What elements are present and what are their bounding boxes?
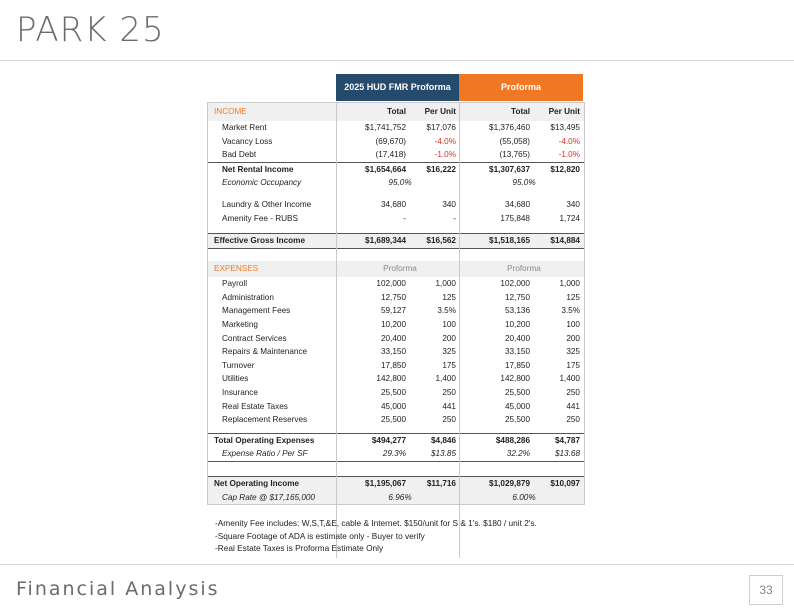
column-divider — [336, 102, 337, 558]
cell-value: - — [453, 213, 456, 223]
row-label: Marketing — [222, 319, 258, 329]
col-total-hud: Total — [387, 107, 406, 116]
row-label: Management Fees — [222, 306, 291, 316]
cell-value: 325 — [566, 347, 580, 357]
header-divider — [0, 60, 794, 61]
cell-value: 250 — [566, 415, 580, 425]
row-label: Repairs & Maintenance — [222, 347, 308, 357]
cell-value: 100 — [566, 319, 580, 329]
cell-value: 142,800 — [376, 374, 406, 384]
cell-value: 1,724 — [559, 213, 580, 223]
cell-value: 6.00% — [512, 492, 536, 502]
cell-value: $494,277 — [371, 435, 406, 445]
cell-value: 200 — [442, 333, 456, 343]
table-row — [208, 318, 584, 332]
table-row — [208, 332, 584, 346]
col-proforma-hud: Proforma — [383, 264, 417, 274]
cell-value: 3.5% — [561, 306, 580, 316]
col-total-pro: Total — [511, 107, 530, 116]
cell-value: 441 — [442, 401, 456, 411]
row-label: Real Estate Taxes — [222, 401, 288, 411]
page-title: PARK 25 — [16, 10, 165, 50]
cell-value: $13.85 — [430, 449, 456, 459]
cell-value: 17,850 — [380, 360, 406, 370]
cell-value: - — [403, 213, 406, 223]
column-divider — [459, 102, 460, 558]
table-row — [208, 212, 584, 226]
cell-value: 34,680 — [380, 199, 406, 209]
note-line: -Real Estate Taxes is Proforma Estimate Only — [215, 543, 384, 553]
expenses-section-label: EXPENSES — [214, 264, 259, 274]
row-label: Net Operating Income — [214, 478, 300, 488]
row-label: Market Rent — [222, 123, 267, 132]
row-label: Insurance — [222, 387, 258, 397]
cell-value: 1,000 — [559, 279, 580, 289]
cell-value: 102,000 — [500, 279, 530, 289]
row-label: Total Operating Expenses — [214, 435, 315, 445]
cell-value: $4,846 — [430, 435, 456, 445]
col-per-unit-hud: Per Unit — [424, 107, 456, 116]
cell-value: 6.96% — [388, 492, 412, 502]
cell-value: $1,029,879 — [489, 478, 530, 488]
cell-value: 45,000 — [504, 401, 530, 411]
cell-value: 95.0% — [388, 178, 412, 188]
cell-value: $11,716 — [426, 478, 456, 488]
cell-value: $14,884 — [550, 236, 580, 246]
cell-value: 25,500 — [504, 415, 530, 425]
row-label: Economic Occupancy — [222, 178, 302, 188]
cell-value: 250 — [566, 387, 580, 397]
cell-value: 34,680 — [504, 199, 530, 209]
cell-value: $1,307,637 — [489, 164, 530, 174]
cell-value: 45,000 — [380, 401, 406, 411]
cell-value: 200 — [566, 333, 580, 343]
net-rental-income-row — [208, 163, 584, 177]
table-row — [208, 277, 584, 291]
cell-value: 250 — [442, 415, 456, 425]
note-line: -Amenity Fee includes: W,S,T,&E, cable & Internet. $150/unit for S & 1's. $180 / unit 2's. — [215, 518, 537, 528]
cell-value: $1,195,067 — [365, 478, 406, 488]
cell-value: 175,848 — [500, 213, 530, 223]
row-label: Amenity Fee - RUBS — [222, 213, 298, 223]
cell-value: 10,200 — [380, 319, 406, 329]
col-per-unit-pro: Per Unit — [548, 107, 580, 116]
cell-value: 17,850 — [504, 360, 530, 370]
cell-value: 441 — [566, 401, 580, 411]
table-grid — [207, 102, 585, 505]
cell-value: $1,376,460 — [489, 123, 530, 132]
cell-value: $1,654,664 — [365, 164, 406, 174]
expenses-header-row — [208, 261, 584, 277]
notes — [215, 517, 537, 555]
cell-value: 25,500 — [504, 387, 530, 397]
cell-value: 3.5% — [437, 306, 456, 316]
cell-value: (55,058) — [499, 136, 530, 146]
cell-value: (13,765) — [499, 150, 530, 160]
cell-value: 20,400 — [380, 333, 406, 343]
cell-value: $1,689,344 — [365, 236, 406, 246]
cell-value: -1.0% — [558, 150, 580, 160]
cell-value: $16,222 — [426, 164, 456, 174]
cell-value: 1,400 — [559, 374, 580, 384]
table-row — [208, 413, 584, 427]
cell-value: 29.3% — [382, 449, 406, 459]
row-label: Contract Services — [222, 333, 287, 343]
table-row — [208, 121, 584, 135]
cell-value: 33,150 — [380, 347, 406, 357]
net-operating-income-row — [208, 476, 584, 491]
header-hud-proforma: 2025 HUD FMR Proforma — [336, 74, 459, 101]
footer-divider — [0, 564, 794, 565]
cell-value: 325 — [442, 347, 456, 357]
col-proforma-pro: Proforma — [507, 264, 541, 274]
income-header-row — [208, 103, 584, 121]
row-label: Turnover — [222, 360, 255, 370]
cell-value: (69,670) — [375, 136, 406, 146]
table-row — [208, 400, 584, 414]
cell-value: $1,518,165 — [489, 236, 530, 246]
cell-value: -4.0% — [558, 136, 580, 146]
cell-value: 125 — [566, 292, 580, 302]
cell-value: 33,150 — [504, 347, 530, 357]
cell-value: $4,787 — [554, 435, 580, 445]
economic-occupancy-row — [208, 176, 584, 190]
cell-value: $10,097 — [550, 478, 580, 488]
note-line: -Square Footage of ADA is estimate only - Buyer to verify — [215, 530, 425, 541]
cell-value: 10,200 — [504, 319, 530, 329]
cell-value: $1,741,752 — [365, 123, 406, 132]
cell-value: -4.0% — [434, 136, 456, 146]
cell-value: 102,000 — [376, 279, 406, 289]
expense-ratio-row — [208, 447, 584, 462]
cell-value: 175 — [566, 360, 580, 370]
table-row — [208, 386, 584, 400]
cell-value: 25,500 — [380, 387, 406, 397]
cell-value: 340 — [566, 199, 580, 209]
row-label: Net Rental Income — [222, 164, 294, 174]
table-row — [208, 372, 584, 386]
cell-value: 142,800 — [500, 374, 530, 384]
table-row — [208, 291, 584, 305]
row-label: Cap Rate @ $17,165,000 — [222, 492, 315, 502]
row-label: Payroll — [222, 279, 248, 289]
cell-value: 175 — [442, 360, 456, 370]
table-row — [208, 198, 584, 212]
footer-title: Financial Analysis — [16, 578, 220, 600]
cell-value: 12,750 — [504, 292, 530, 302]
cell-value: 95.0% — [512, 178, 536, 188]
cell-value: 1,400 — [435, 374, 456, 384]
table-row — [208, 359, 584, 373]
cell-value: 125 — [442, 292, 456, 302]
cell-value: $13,495 — [550, 123, 580, 132]
cell-value: 250 — [442, 387, 456, 397]
total-operating-expenses-row — [208, 433, 584, 448]
cap-rate-row — [208, 491, 584, 505]
row-label: Bad Debt — [222, 150, 257, 160]
row-label: Utilities — [222, 374, 249, 384]
row-label: Replacement Reserves — [222, 415, 308, 425]
income-section-label: INCOME — [214, 107, 247, 116]
page-number: 33 — [749, 575, 783, 605]
row-label: Effective Gross Income — [214, 236, 306, 246]
row-label: Expense Ratio / Per SF — [222, 449, 308, 459]
cell-value: $488,286 — [495, 435, 530, 445]
cell-value: 100 — [442, 319, 456, 329]
table-row — [208, 345, 584, 359]
row-label: Vacancy Loss — [222, 136, 273, 146]
cell-value: 53,136 — [504, 306, 530, 316]
row-label: Laundry & Other Income — [222, 199, 312, 209]
cell-value: 12,750 — [380, 292, 406, 302]
cell-value: $13.68 — [554, 449, 580, 459]
cell-value: 1,000 — [435, 279, 456, 289]
header-proforma: Proforma — [459, 74, 583, 101]
row-label: Administration — [222, 292, 274, 302]
table-row — [208, 304, 584, 318]
effective-gross-income-row — [208, 233, 584, 249]
cell-value: 340 — [442, 199, 456, 209]
table-row — [208, 135, 584, 149]
cell-value: $12,820 — [550, 164, 580, 174]
cell-value: 25,500 — [380, 415, 406, 425]
cell-value: (17,418) — [375, 150, 406, 160]
cell-value: $17,076 — [426, 123, 456, 132]
cell-value: 32.2% — [506, 449, 530, 459]
cell-value: 59,127 — [380, 306, 406, 316]
table-row — [208, 148, 584, 163]
cell-value: -1.0% — [434, 150, 456, 160]
cell-value: $16,562 — [426, 236, 456, 246]
cell-value: 20,400 — [504, 333, 530, 343]
